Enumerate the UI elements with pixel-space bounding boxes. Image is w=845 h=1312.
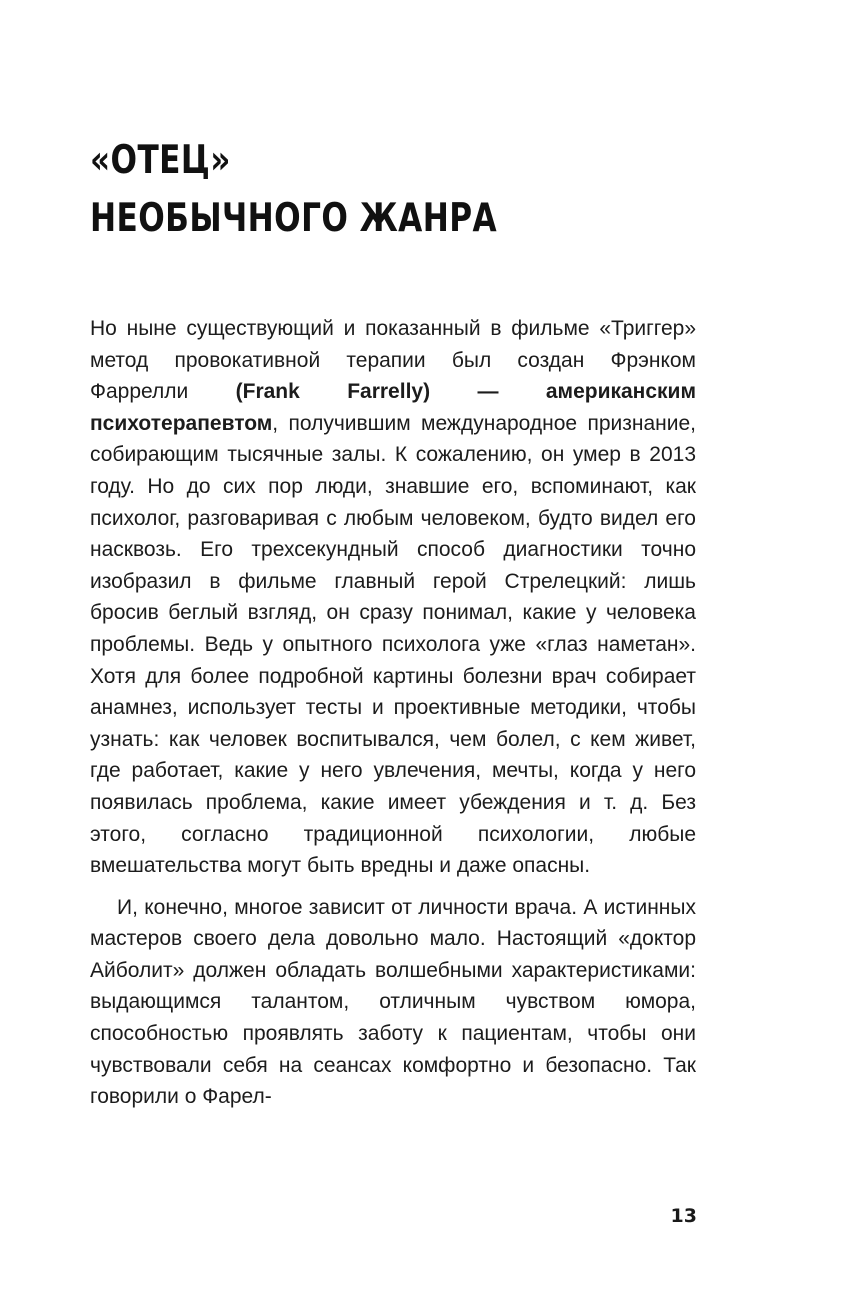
body-text — [90, 313, 696, 1113]
paragraph-1 — [90, 313, 696, 882]
paragraph-2: И, конечно, многое зависит от личности врача. А истинных мастеров своего дела довольно мало. Настоящий «доктор Айболит» должен обладать волшебными характеристиками: выдающимся талантом, отличным чувством юмора, способностью проявлять заботу к пациентам, чтобы они чувствовали себя на сеансах комфортно и безопасно. Так говорили о Фарел- — [90, 895, 696, 1109]
paragraph-1-bold-text: (Frank Farrelly) — американским психотерапевтом — [90, 380, 696, 435]
page-number: 13 — [670, 1205, 697, 1227]
paragraph-1-text-start: Но ныне существующий и показанный в фильме «Триггер» метод провокативной терапии был создан Фрэнком Фаррелли — [90, 317, 696, 404]
chapter-heading-line-1: «ОТЕЦ» — [90, 138, 231, 183]
chapter-heading-line-2: НЕОБЫЧНОГО ЖАНРА — [90, 196, 498, 241]
paragraph-1-text-end: , получившим международное признание, собирающим тысячные залы. К сожалению, он умер в 2013 году. Но до сих пор люди, знавшие его, вспоминают, как психолог, разговаривая с любым человеком, будто видел его насквозь. Его трехсекундный способ диагностики точно изобразил в фильме главный герой Стрелецкий: лишь бросив беглый взгляд, он сразу понимал, какие у человека проблемы. Ведь у опытного психолога уже «глаз наметан». Хотя для более подробной картины болезни врач собирает анамнез, использует тесты и проективные методики, чтобы узнать: как человек воспитывался, чем болел, с кем живет, где работает, какие у него увлечения, мечты, когда у него появилась проблема, какие имеет убеждения и т. д. Без этого, согласно традиционной психологии, любые вмешательства могут быть вредны и даже опасны. — [90, 411, 696, 878]
chapter-heading — [90, 132, 586, 248]
